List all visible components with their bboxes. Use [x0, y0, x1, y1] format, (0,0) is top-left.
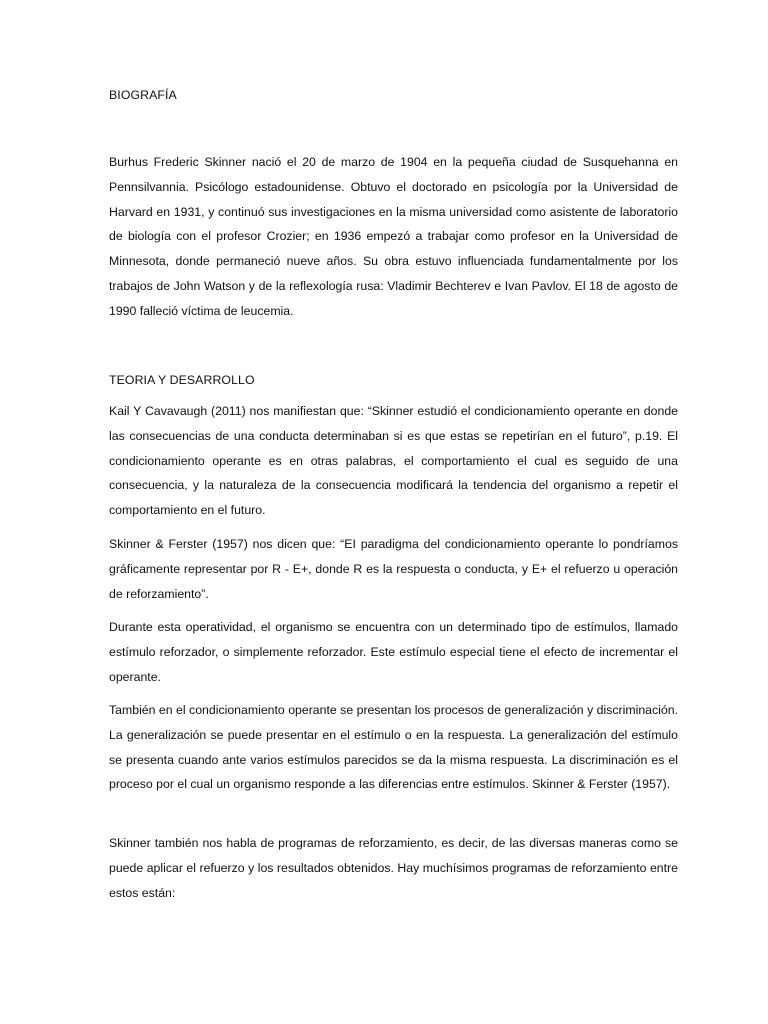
- theory-paragraph-2: Skinner & Ferster (1957) nos dicen que: “EI paradigma del condicionamiento operante lo pondríamos gráficamente representar por R - E+, donde R es la respuesta o conducta, y E+ el refuerzo u operación de reforzamiento”.: [109, 537, 678, 601]
- theory-paragraph-5: Skinner también nos habla de programas de reforzamiento, es decir, de las diversas maneras como se puede aplicar el refuerzo y los resultados obtenidos. Hay muchísimos programas de reforzamiento entre estos están:: [109, 836, 678, 900]
- theory-paragraph-3: Durante esta operatividad, el organismo se encuentra con un determinado tipo de estímulos, llamado estímulo reforzador, o simplemente reforzador. Este estímulo especial tiene el efecto de incrementar el operante.: [109, 620, 678, 684]
- section-heading-teoria: TEORIA Y DESARROLLO: [109, 373, 255, 387]
- theory-paragraph-1: Kail Y Cavavaugh (2011) nos manifiestan que: “Skinner estudió el condicionamiento operante en donde las consecuencias de una conducta determinaban si es que estas se repetirían en el futuro”, p.19. El condicionamiento operante es en otras palabras, el comportamiento el cual es seguido de una consecuencia, y la naturaleza de la consecuencia modificará la tendencia del organismo a repetir el comportamiento en el futuro.: [109, 404, 678, 518]
- section-heading-biografia: BIOGRAFÍA: [109, 88, 177, 102]
- biography-paragraph: Burhus Frederic Skinner nació el 20 de marzo de 1904 en la pequeña ciudad de Susquehanna en Pennsilvannia. Psicólogo estadounidense. Obtuvo el doctorado en psicología por la Universidad de Harvard en 1931, y continuó sus investigaciones en la misma universidad como asistente de laboratorio de biología con el profesor Crozier; en 1936 empezó a trabajar como profesor en la Universidad de Minnesota, donde permaneció nueve años. Su obra estuvo influenciada fundamentalmente por los trabajos de John Watson y de la reflexología rusa: Vladimir Bechterev e Ivan Pavlov. El 18 de agosto de 1990 falleció víctima de leucemia.: [109, 155, 678, 318]
- theory-paragraph-4: También en el condicionamiento operante se presentan los procesos de generalización y discriminación. La generalización se puede presentar en el estímulo o en la respuesta. La generalización del estímulo se presenta cuando ante varios estímulos parecidos se da la misma respuesta. La discriminación es el proceso por el cual un organismo responde a las diferencias entre estímulos. Skinner & Ferster (1957).: [109, 703, 678, 792]
